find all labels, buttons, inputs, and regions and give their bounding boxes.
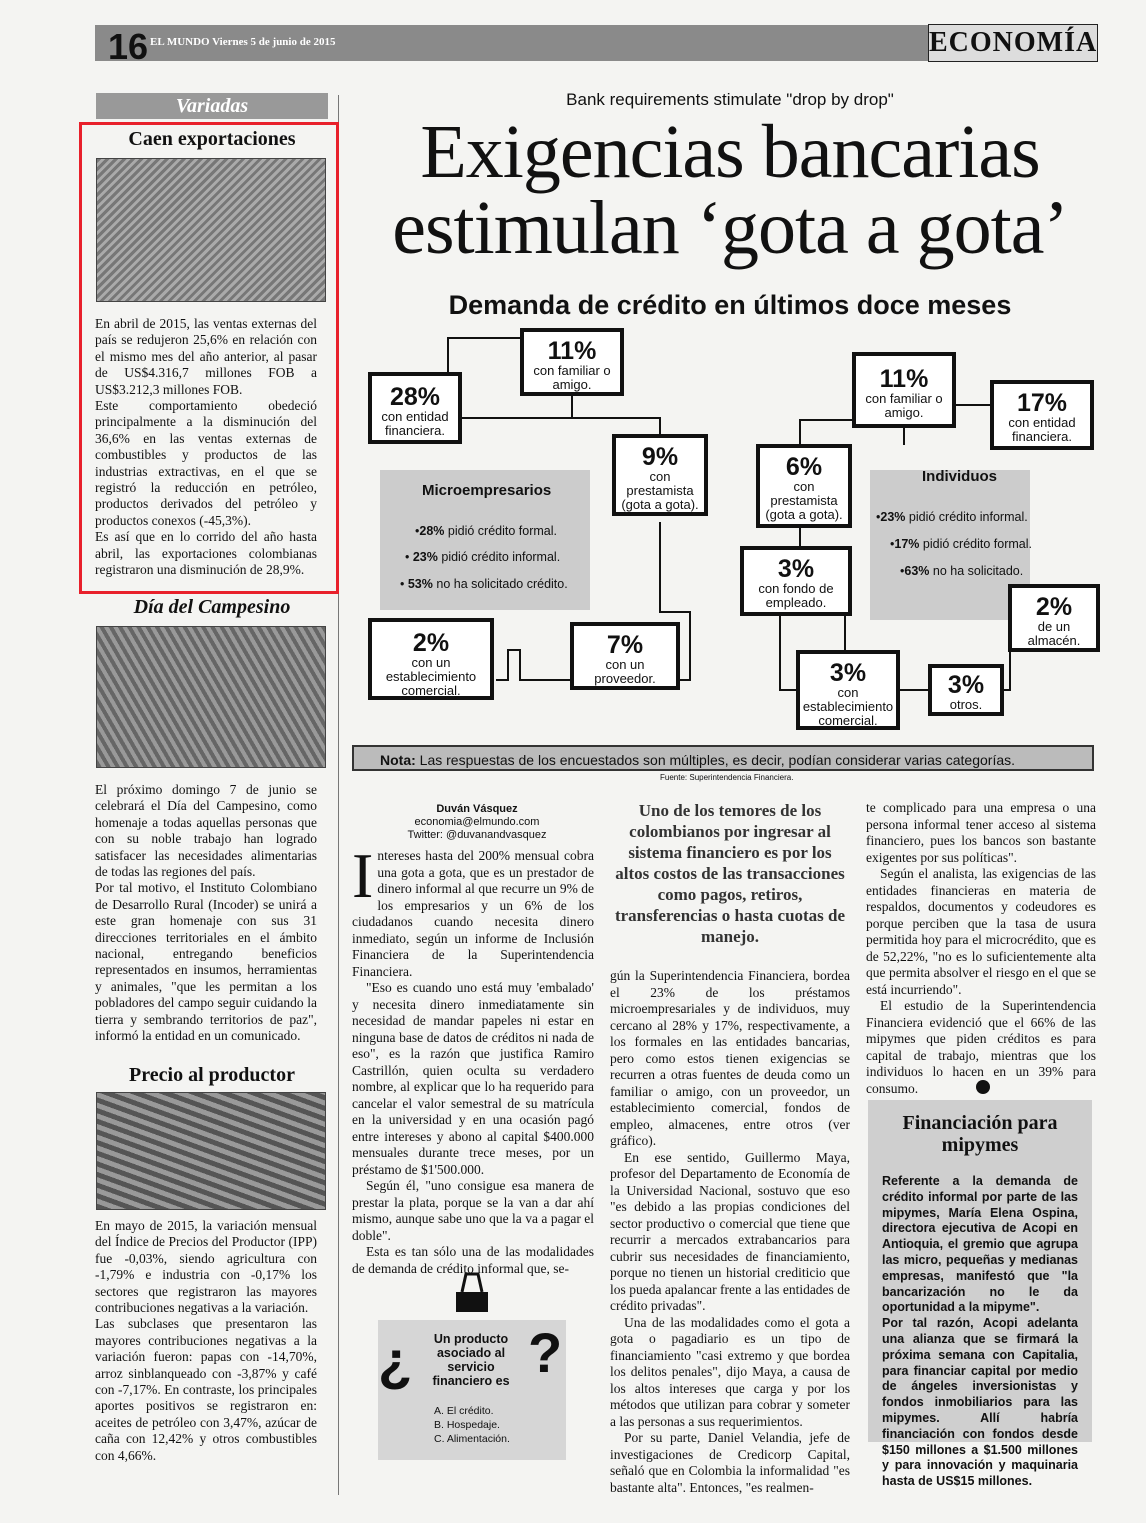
article-title-productor: Precio al productor: [129, 1064, 295, 1086]
micro-stat: •28% pidió crédito formal.: [415, 524, 557, 538]
box-pct: 11%: [547, 337, 597, 365]
box-label: otros.: [949, 697, 983, 712]
box-pct: 6%: [785, 453, 823, 481]
infographic-note: [352, 745, 1094, 771]
note-label: Nota:: [380, 752, 416, 768]
box-label: con un establecimiento comercial.: [385, 655, 477, 698]
article-body-productor: [95, 1218, 317, 1464]
box-label: con prestamista (gota a gota).: [765, 479, 843, 522]
box-micro-entidad: [368, 372, 462, 444]
paragraph: Por tal razón, Acopi adelanta una alianza que se firmará la próxima semana con Capitalia, para financiar capital por medio de ángeles inversionistas y fondos inmobiliarios para las mipymes. Allí habría financiación con fondos desde $150 millones a $1.500 millones y para innovación y maquinaria hasta de US$15 millones.: [882, 1316, 1078, 1489]
question-mark-open: ¿: [378, 1329, 413, 1392]
article-title-campesino: Día del Campesino: [133, 596, 291, 618]
box-label: con entidad financiera.: [381, 409, 449, 438]
paragraph: Este comportamiento obedeció principalmente a la disminución del 36,6% en las ventas externas de combustibles y productos de las industrias extractivas, en el que se registró la reducción en petróleo, productos derivados del petróleo y productos conexos (-45,3%).: [95, 398, 317, 528]
quiz-option: A. El crédito.: [434, 1405, 494, 1417]
micro-stat: • 23% pidió crédito informal.: [405, 550, 561, 564]
ind-stat: •23% pidió crédito informal.: [876, 510, 1028, 524]
box-pct: 2%: [1035, 593, 1073, 621]
paragraph: En mayo de 2015, la variación mensual del Índice de Precios del Productor (IPP) fue -0,03%, siendo agricultura con -1,79% e industria con -0,17% los sectores que registraron las mayores contribuciones negativas a la variación.: [95, 1218, 317, 1316]
kicker: Bank requirements stimulate "drop by drop": [566, 90, 894, 109]
author-email: economia@elmundo.com: [414, 816, 540, 828]
note-text: Las respuestas de los encuestados son múltiples, es decir, podían considerar varias categorías.: [415, 752, 1016, 768]
quiz-option: C. Alimentación.: [434, 1433, 510, 1445]
stat-pct: 28%: [419, 524, 445, 538]
box-label: con entidad financiera.: [1008, 415, 1076, 444]
infographic-title: Demanda de crédito en últimos doce meses: [448, 290, 1012, 320]
box-ind-fondo: [740, 546, 852, 616]
headline-line-2: estimulan ‘gota a gota’: [392, 186, 1068, 270]
paragraph: Las subclases que presentaron las mayores contribuciones negativas a la variación fueron: papas con -14,70%, arroz sinblanqueado con -3,87% y café con -7,17%. En contraste, los principales aportes positivos se registraron en: aceites de petróleo con 3,47%, azúcar de caña con 12,42% y otros combustibles con 4,66%.: [95, 1316, 317, 1463]
financiacion-box: [868, 1100, 1092, 1489]
stat-pct: 63%: [904, 564, 930, 578]
article-title-exportaciones: Caen exportaciones: [128, 128, 296, 150]
page-number: 16: [108, 26, 149, 67]
drop-cap: I: [352, 840, 374, 911]
box-label: con prestamista (gota a gota).: [621, 469, 699, 512]
variadas-label: Variadas: [96, 93, 328, 119]
box-pct: 2%: [412, 629, 450, 657]
box-pct: 9%: [641, 443, 679, 471]
stat-text: no ha solicitado.: [929, 564, 1024, 578]
paragraph: te complicado para una empresa o una persona informal tener acceso al sistema financiero, pues los bancos son bastante exigentes por sus políticas".: [866, 800, 1096, 865]
box-pct: 3%: [777, 555, 815, 583]
ind-stat: •63% no ha solicitado.: [900, 564, 1024, 578]
financiacion-title: Financiación para mipymes: [902, 1112, 1058, 1156]
stat-text: pidió crédito informal.: [905, 510, 1028, 524]
infographic-source: Fuente: Superintendencia Financiera.: [660, 773, 794, 782]
paragraph: Es así que en lo corrido del año hasta abril, las exportaciones colombianas registraron una disminución de 28,9%.: [95, 529, 317, 578]
stat-text: pidió crédito formal.: [444, 524, 557, 538]
quiz-option: B. Hospedaje.: [434, 1419, 500, 1431]
micro-title: Microempresarios: [422, 482, 552, 499]
question-mark-close: ?: [528, 1321, 563, 1384]
box-label: con un proveedor.: [594, 657, 656, 686]
box-pct: 11%: [879, 365, 929, 393]
article-body-campesino: [95, 782, 317, 1045]
quiz-promo: [378, 1320, 566, 1460]
ind-stat: •17% pidió crédito formal.: [890, 537, 1032, 551]
box-label: con fondo de empleado.: [758, 581, 834, 610]
ind-title: Individuos: [922, 468, 997, 485]
stat-pct: 53%: [407, 577, 433, 591]
paragraph: En ese sentido, Guillermo Maya, profesor del Departamento de Economía de la Universidad Nacional, sostuvo que eso "es debido a las propias condiciones del sector productivo o comercial que tiene que recurrir a mercados extrabancarios para cubrir sus necesidades de financiamiento, porque no tienen un historial crediticio que los pueda apalancar frente a las entidades de crédito privadas".: [610, 1149, 850, 1313]
box-ind-otros: [928, 664, 1004, 716]
factory-photo: [96, 1092, 326, 1210]
paragraph: El próximo domingo 7 de junio se celebrará el Día del Campesino, como homenaje a todas aquellas personas que con su noble trabajo han logrado satisfacer las necesidades alimentarias de todas las regiones del país.: [95, 782, 317, 880]
box-micro-familiar: [520, 328, 624, 396]
paragraph: El estudio de la Superintendencia Financiera evidenció que el 66% de las mipymes que piden créditos es para capital de trabajo, mientras que los individuos lo hacen en un 39% para consumo.: [866, 998, 1096, 1096]
box-ind-prestamista: [756, 444, 852, 528]
box-micro-prestamista: [612, 434, 708, 516]
box-label: con familiar o amigo.: [865, 391, 943, 420]
paragraph: Una de las modalidades como el gota a gota o pagadiario es un tipo de financiamiento "casi extremo y que bordea los delitos penales", dijo Maya, a causa de los altos intereses que carga y por los métodos que utilizan para cobrar y someter a las personas a sus requerimientos.: [610, 1314, 850, 1429]
paragraph: Esta es tan sólo una de las modalidades de demanda de crédito informal que, se-: [352, 1244, 594, 1276]
box-ind-familiar: [852, 352, 956, 428]
article-column-3: [866, 800, 1096, 1097]
box-pct: 17%: [1016, 389, 1068, 417]
masthead: EL MUNDO Viernes 5 de junio de 2015: [150, 36, 336, 48]
pull-quote: Uno de los temores de los colombianos por ingresar al sistema financiero es por los altos costos de las transacciones como pagos, retiros, transferencias o hasta cuotas de manejo.: [614, 801, 846, 946]
article-column-2: [610, 968, 850, 1496]
paragraph: gún la Superintendencia Financiera, bordea el 23% de los préstamos microempresariales y de individuos, muy cercano al 28% y 17%, respectivamente, a los formales en las entidades bancarias, pero como estos tienen exigencias se recurren a otras fuentes de deuda como un familiar o amigo, con un proveedor, un establecimiento comercial, fondos de empleo, almacenes, entre otros (ver gráfico).: [610, 968, 850, 1148]
financiacion-body: [868, 1174, 1092, 1490]
micro-stat: • 53% no ha solicitado crédito.: [400, 577, 568, 591]
author: Duván Vásquez: [436, 803, 518, 815]
stat-pct: 17%: [894, 537, 920, 551]
paragraph: Por tal motivo, el Instituto Colombiano de Desarrollo Rural (Incoder) se unirá a este gran homenaje con sus 31 direcciones territoriales en el ámbito nacional, entregando beneficios representados en insumos, herramientas y animales, "que les permitan a los pobladores del campo seguir cuidando la tierra y sembrando territorios de paz", informó la entidad en un comunicado.: [95, 880, 317, 1044]
stat-pct: 23%: [880, 510, 906, 524]
quiz-question: Un producto asociado al servicio financiero es: [432, 1332, 510, 1388]
box-label: con familiar o amigo.: [533, 363, 611, 392]
box-label: con establecimiento comercial.: [802, 685, 894, 728]
byline: [352, 803, 602, 842]
stat-text: no ha solicitado crédito.: [432, 577, 568, 591]
quiz-options: [434, 1404, 510, 1446]
box-micro-proveedor: [570, 622, 680, 690]
box-pct: 28%: [389, 383, 441, 411]
binder-clip-icon: [452, 1270, 492, 1314]
box-pct: 3%: [947, 671, 985, 699]
box-ind-almacen: [1008, 584, 1100, 652]
section-label: ECONOMÍA: [928, 24, 1098, 62]
stat-pct: 23%: [412, 550, 438, 564]
box-label: de un almacén.: [1027, 619, 1081, 648]
paragraph: Por su parte, Daniel Velandia, jefe de investigaciones de Credicorp Capital, señaló que en Colombia la informalidad "es bastante alta". Entonces, "es realmen-: [610, 1430, 850, 1495]
stat-text: pidió crédito formal.: [919, 537, 1032, 551]
article-column-1: [352, 840, 594, 1277]
box-ind-entidad: [990, 380, 1094, 450]
paragraph: En abril de 2015, las ventas externas del país se redujeron 25,6% en relación con el mismo mes del año anterior, al pasar de US$4.316,7 millones FOB a US$3.212,3 millones FOB.: [95, 316, 317, 397]
box-pct: 3%: [829, 659, 867, 687]
author-twitter: Twitter: @duvanandvasquez: [407, 829, 547, 841]
paragraph: ntereses hasta del 200% mensual cobra una gota a gota, que es un prestador de dinero informal al que recurre un 9% de los empresarios y un 6% de los ciudadanos cuando necesita dinero inmediato, según un informe de Inclusión Financiera de la Superintendencia Financiera.: [352, 848, 594, 979]
box-micro-establecimiento: [368, 618, 494, 700]
paragraph: "Eso es cuando uno está muy 'embalado' y necesita dinero inmediatamente sin necesidad de mandar papeles ni estar en ninguna base de datos de créditos ni nada de eso", es la razón que justifica Ramiro Castrillón, quien oculta su verdadero nombre, al explicar que lo ha requerido para cancelar el valor semestral de su matrícula en la universidad y en una ocasión pagó entre intereses y abono al capital $400.000 mensuales durante trece meses, por un préstamo de $1'500.000.: [352, 980, 594, 1177]
bullet-dot-icon: [976, 1080, 990, 1094]
headline-line-1: Exigencias bancarias: [420, 110, 1040, 194]
stat-text: pidió crédito informal.: [437, 550, 561, 564]
paragraph: Referente a la demanda de crédito informal por parte de las mipymes, María Elena Ospina, directora ejecutiva de Acopi en Antioquia, el gremio que agrupa las micro, pequeñas y medianas empresas, manifestó que "la bancarización no le da oportunidad a la mipyme".: [882, 1174, 1078, 1315]
paragraph: Según el analista, las exigencias de las entidades financieras en materia de respaldos, documentos y codeudores es porque perciben que la tasa de usura permitida hoy para el microcrédito, que es de 52,22%, "no es lo suficientemente alta que permita absolver el riesgo en el que se está incurriendo".: [866, 866, 1096, 997]
box-pct: 7%: [606, 631, 644, 659]
paragraph: Según él, "uno consigue esa manera de prestar la plata, porque se la van a dar ahí mismo, aunque sabe uno que la va a pagar el doble".: [352, 1178, 594, 1243]
box-ind-establecimiento: [796, 650, 900, 730]
